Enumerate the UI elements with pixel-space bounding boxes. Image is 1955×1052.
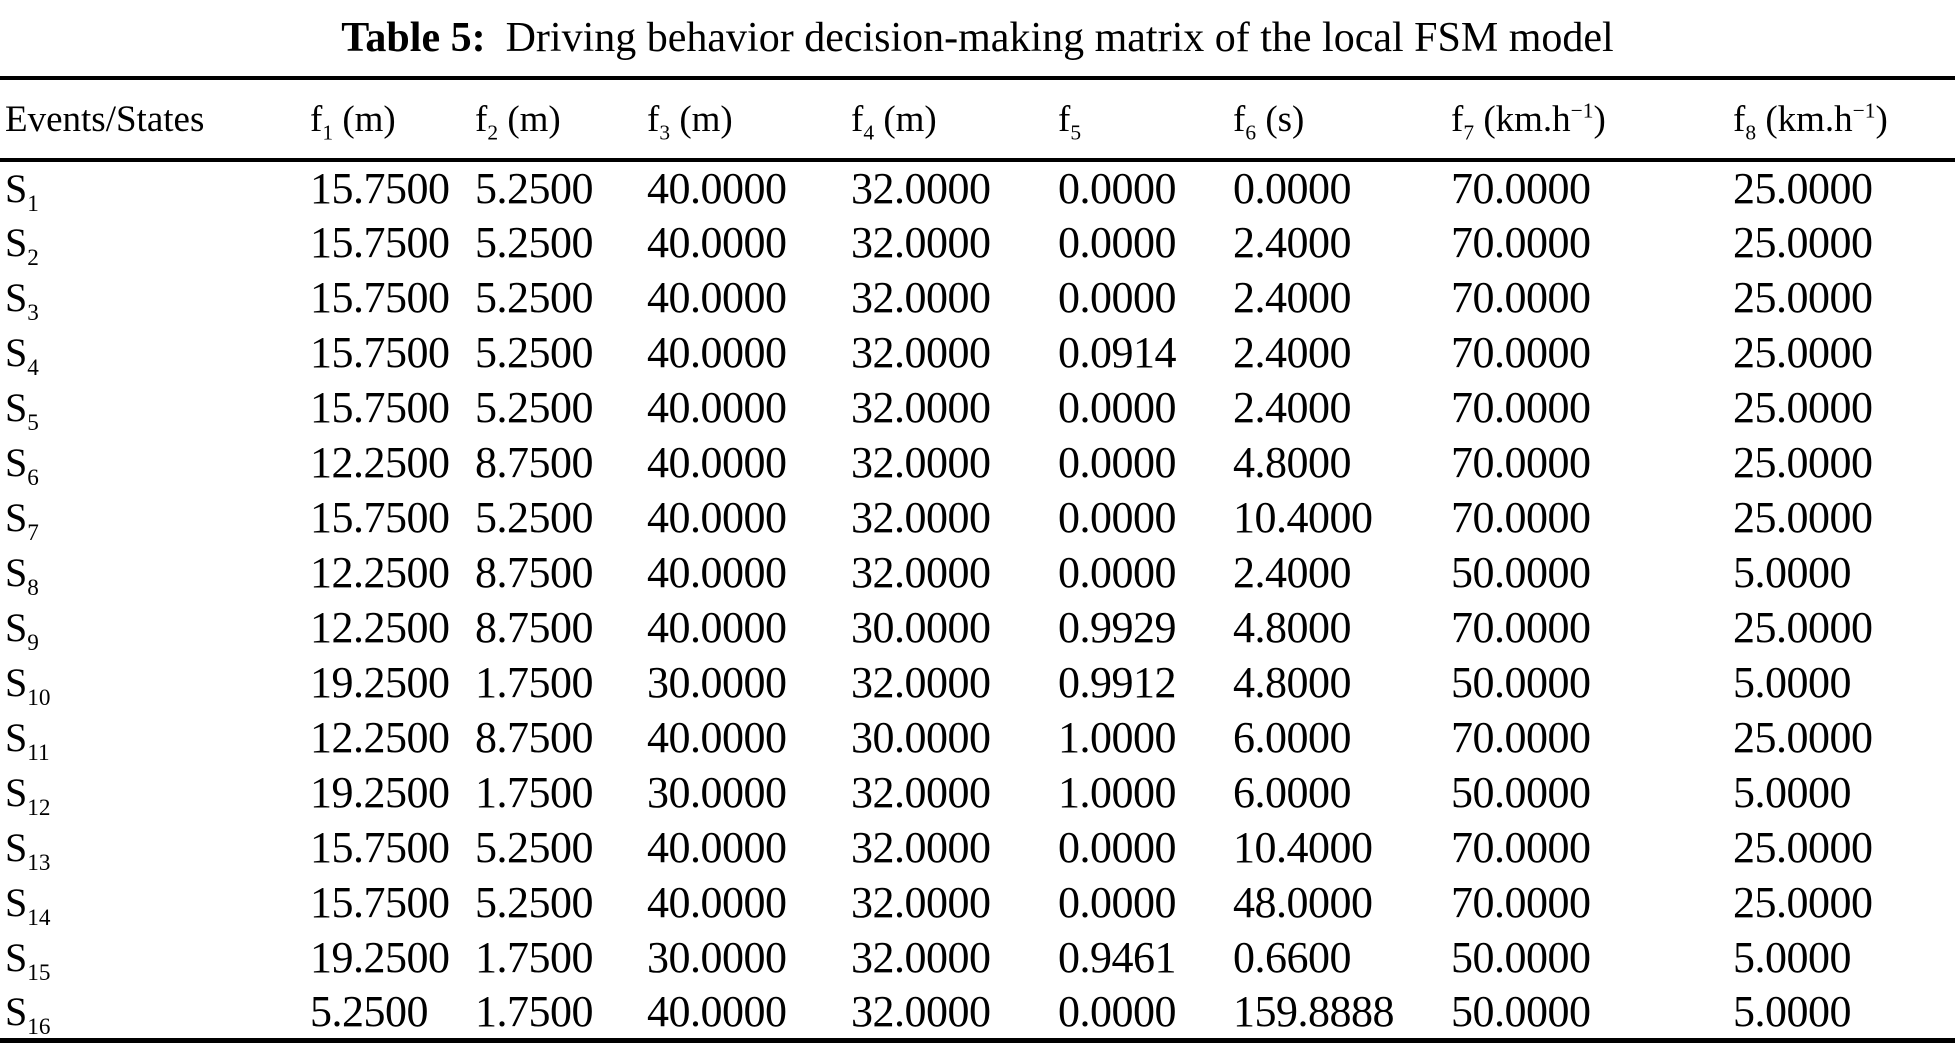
cell-S5-f4: 32.0000 bbox=[851, 383, 991, 432]
cell-S6-f4: 32.0000 bbox=[851, 438, 991, 487]
cell-S9-f1: 12.2500 bbox=[310, 603, 450, 652]
label-text: (m) bbox=[498, 98, 561, 140]
table-row-S14 bbox=[0, 875, 1955, 930]
cell-S6-f1: 12.2500 bbox=[310, 438, 450, 487]
cell-S15-f8: 5.0000 bbox=[1733, 933, 1851, 982]
label-text: (km.h bbox=[1756, 98, 1853, 140]
label-text: (km.h bbox=[1474, 98, 1571, 140]
table-row-S6 bbox=[0, 435, 1955, 490]
cell-S16-f3: 40.0000 bbox=[647, 986, 787, 1036]
cell-S14-f2: 5.2500 bbox=[475, 878, 593, 927]
cell-S5-f6: 2.4000 bbox=[1233, 383, 1351, 432]
table-row-S9 bbox=[0, 600, 1955, 655]
label-text: ) bbox=[1593, 98, 1606, 140]
label-text: S bbox=[5, 440, 28, 485]
cell-S11-f6: 6.0000 bbox=[1233, 713, 1351, 762]
subscript: 2 bbox=[487, 119, 499, 144]
cell-S16-f8: 5.0000 bbox=[1733, 986, 1851, 1036]
cell-S1-f7: 70.0000 bbox=[1451, 164, 1591, 213]
cell-S12-f2: 1.7500 bbox=[475, 768, 593, 817]
cell-S8-f5: 0.0000 bbox=[1058, 548, 1176, 597]
cell-S12-f7: 50.0000 bbox=[1451, 768, 1591, 817]
row-label-S7 bbox=[0, 490, 310, 545]
cell-S10-f5: 0.9912 bbox=[1058, 658, 1176, 707]
cell-S8-f1: 12.2500 bbox=[310, 548, 450, 597]
cell-S13-f4: 32.0000 bbox=[851, 823, 991, 872]
label-text: f bbox=[1058, 98, 1071, 140]
subscript: 3 bbox=[27, 300, 39, 326]
cell-S16-f6: 159.8888 bbox=[1233, 986, 1394, 1036]
decision-matrix-table bbox=[0, 76, 1955, 1043]
cell-S2-f1: 15.7500 bbox=[310, 218, 450, 267]
row-label-S1 bbox=[0, 160, 310, 215]
cell-S15-f3: 30.0000 bbox=[647, 933, 787, 982]
label-text: Events/States bbox=[5, 98, 205, 140]
cell-S3-f2: 5.2500 bbox=[475, 273, 593, 322]
cell-S15-f1: 19.2500 bbox=[310, 933, 450, 982]
table-number: Table 5: bbox=[341, 15, 486, 61]
cell-S9-f4: 30.0000 bbox=[851, 603, 991, 652]
subscript: 13 bbox=[27, 850, 51, 876]
cell-S7-f4: 32.0000 bbox=[851, 493, 991, 542]
row-label-S14 bbox=[0, 875, 310, 930]
cell-S6-f5: 0.0000 bbox=[1058, 438, 1176, 487]
cell-S5-f7: 70.0000 bbox=[1451, 383, 1591, 432]
cell-S12-f5: 1.0000 bbox=[1058, 768, 1176, 817]
label-text: (m) bbox=[874, 98, 937, 140]
cell-S6-f2: 8.7500 bbox=[475, 438, 593, 487]
cell-S11-f3: 40.0000 bbox=[647, 713, 787, 762]
subscript: 8 bbox=[27, 575, 39, 601]
label-text: S bbox=[5, 880, 28, 925]
cell-S3-f6: 2.4000 bbox=[1233, 273, 1351, 322]
label-text: f bbox=[1233, 98, 1246, 140]
cell-S11-f7: 70.0000 bbox=[1451, 713, 1591, 762]
label-text: S bbox=[5, 770, 28, 815]
cell-S6-f3: 40.0000 bbox=[647, 438, 787, 487]
cell-S2-f3: 40.0000 bbox=[647, 218, 787, 267]
row-label-S11 bbox=[0, 710, 310, 765]
label-text: ) bbox=[1875, 98, 1888, 140]
label-text: (m) bbox=[670, 98, 733, 140]
row-label-S12 bbox=[0, 765, 310, 820]
cell-S2-f5: 0.0000 bbox=[1058, 218, 1176, 267]
label-text: S bbox=[5, 275, 28, 320]
row-label-S10 bbox=[0, 655, 310, 710]
row-label-S9 bbox=[0, 600, 310, 655]
table-caption bbox=[0, 0, 1955, 76]
subscript: 7 bbox=[1463, 119, 1475, 144]
column-header-f8 bbox=[1733, 78, 1955, 160]
table-row-S15 bbox=[0, 930, 1955, 985]
cell-S6-f8: 25.0000 bbox=[1733, 438, 1873, 487]
cell-S10-f8: 5.0000 bbox=[1733, 658, 1851, 707]
cell-S6-f7: 70.0000 bbox=[1451, 438, 1591, 487]
cell-S8-f4: 32.0000 bbox=[851, 548, 991, 597]
table-row-S13 bbox=[0, 820, 1955, 875]
cell-S12-f4: 32.0000 bbox=[851, 768, 991, 817]
label-text: f bbox=[1451, 98, 1464, 140]
cell-S1-f5: 0.0000 bbox=[1058, 164, 1176, 213]
label-text: S bbox=[5, 660, 28, 705]
cell-S7-f6: 10.4000 bbox=[1233, 493, 1373, 542]
row-label-S15 bbox=[0, 930, 310, 985]
column-header-f5 bbox=[1058, 78, 1233, 160]
cell-S2-f6: 2.4000 bbox=[1233, 218, 1351, 267]
subscript: 1 bbox=[322, 119, 334, 144]
subscript: 15 bbox=[27, 960, 51, 986]
cell-S9-f7: 70.0000 bbox=[1451, 603, 1591, 652]
cell-S13-f7: 70.0000 bbox=[1451, 823, 1591, 872]
cell-S8-f6: 2.4000 bbox=[1233, 548, 1351, 597]
cell-S1-f1: 15.7500 bbox=[310, 164, 450, 213]
cell-S5-f2: 5.2500 bbox=[475, 383, 593, 432]
cell-S8-f7: 50.0000 bbox=[1451, 548, 1591, 597]
row-label-S16 bbox=[0, 985, 310, 1040]
cell-S14-f8: 25.0000 bbox=[1733, 878, 1873, 927]
cell-S10-f7: 50.0000 bbox=[1451, 658, 1591, 707]
label-text: S bbox=[5, 825, 28, 870]
cell-S15-f5: 0.9461 bbox=[1058, 933, 1176, 982]
cell-S7-f1: 15.7500 bbox=[310, 493, 450, 542]
row-label-S6 bbox=[0, 435, 310, 490]
cell-S15-f2: 1.7500 bbox=[475, 933, 593, 982]
cell-S11-f4: 30.0000 bbox=[851, 713, 991, 762]
cell-S3-f3: 40.0000 bbox=[647, 273, 787, 322]
cell-S16-f7: 50.0000 bbox=[1451, 986, 1591, 1036]
label-text: f bbox=[1733, 98, 1746, 140]
subscript: 2 bbox=[27, 245, 39, 271]
table-caption-text: Driving behavior decision-making matrix of the local FSM model bbox=[505, 15, 1614, 61]
cell-S3-f7: 70.0000 bbox=[1451, 273, 1591, 322]
cell-S12-f3: 30.0000 bbox=[647, 768, 787, 817]
header-row bbox=[0, 78, 1955, 160]
cell-S8-f8: 5.0000 bbox=[1733, 548, 1851, 597]
cell-S4-f5: 0.0914 bbox=[1058, 328, 1176, 377]
column-header-events-states bbox=[0, 78, 310, 160]
subscript: 16 bbox=[27, 1013, 51, 1040]
cell-S7-f8: 25.0000 bbox=[1733, 493, 1873, 542]
subscript: 4 bbox=[27, 355, 39, 381]
cell-S12-f6: 6.0000 bbox=[1233, 768, 1351, 817]
label-text: S bbox=[5, 550, 28, 595]
cell-S8-f2: 8.7500 bbox=[475, 548, 593, 597]
cell-S5-f1: 15.7500 bbox=[310, 383, 450, 432]
cell-S16-f1: 5.2500 bbox=[310, 986, 428, 1036]
cell-S6-f6: 4.8000 bbox=[1233, 438, 1351, 487]
label-text: S bbox=[5, 166, 28, 211]
label-text: S bbox=[5, 495, 28, 540]
cell-S13-f5: 0.0000 bbox=[1058, 823, 1176, 872]
cell-S12-f8: 5.0000 bbox=[1733, 768, 1851, 817]
table-row-S10 bbox=[0, 655, 1955, 710]
label-text: (s) bbox=[1256, 98, 1305, 140]
superscript: −1 bbox=[1570, 98, 1594, 123]
subscript: 6 bbox=[1245, 119, 1257, 144]
cell-S11-f8: 25.0000 bbox=[1733, 713, 1873, 762]
column-header-f2 bbox=[475, 78, 647, 160]
cell-S9-f3: 40.0000 bbox=[647, 603, 787, 652]
cell-S9-f8: 25.0000 bbox=[1733, 603, 1873, 652]
cell-S4-f4: 32.0000 bbox=[851, 328, 991, 377]
cell-S1-f2: 5.2500 bbox=[475, 164, 593, 213]
cell-S15-f4: 32.0000 bbox=[851, 933, 991, 982]
subscript: 9 bbox=[27, 630, 39, 656]
cell-S2-f7: 70.0000 bbox=[1451, 218, 1591, 267]
cell-S16-f2: 1.7500 bbox=[475, 986, 593, 1036]
column-header-f6 bbox=[1233, 78, 1451, 160]
row-label-S8 bbox=[0, 545, 310, 600]
cell-S15-f6: 0.6600 bbox=[1233, 933, 1351, 982]
cell-S10-f4: 32.0000 bbox=[851, 658, 991, 707]
cell-S4-f8: 25.0000 bbox=[1733, 328, 1873, 377]
table-row-S7 bbox=[0, 490, 1955, 545]
cell-S1-f6: 0.0000 bbox=[1233, 164, 1351, 213]
cell-S14-f1: 15.7500 bbox=[310, 878, 450, 927]
cell-S4-f7: 70.0000 bbox=[1451, 328, 1591, 377]
cell-S13-f6: 10.4000 bbox=[1233, 823, 1373, 872]
table-row-S4 bbox=[0, 325, 1955, 380]
label-text: S bbox=[5, 988, 28, 1034]
cell-S4-f3: 40.0000 bbox=[647, 328, 787, 377]
cell-S9-f2: 8.7500 bbox=[475, 603, 593, 652]
cell-S14-f7: 70.0000 bbox=[1451, 878, 1591, 927]
cell-S7-f5: 0.0000 bbox=[1058, 493, 1176, 542]
table-row-S8 bbox=[0, 545, 1955, 600]
cell-S7-f2: 5.2500 bbox=[475, 493, 593, 542]
label-text: f bbox=[310, 98, 323, 140]
cell-S14-f6: 48.0000 bbox=[1233, 878, 1373, 927]
cell-S5-f3: 40.0000 bbox=[647, 383, 787, 432]
cell-S4-f1: 15.7500 bbox=[310, 328, 450, 377]
column-header-f3 bbox=[647, 78, 851, 160]
cell-S2-f8: 25.0000 bbox=[1733, 218, 1873, 267]
table-row-S1 bbox=[0, 160, 1955, 215]
column-header-f4 bbox=[851, 78, 1058, 160]
cell-S7-f7: 70.0000 bbox=[1451, 493, 1591, 542]
subscript: 12 bbox=[27, 795, 51, 821]
cell-S14-f5: 0.0000 bbox=[1058, 878, 1176, 927]
superscript: −1 bbox=[1852, 98, 1876, 123]
label-text: S bbox=[5, 935, 28, 980]
cell-S1-f4: 32.0000 bbox=[851, 164, 991, 213]
cell-S13-f1: 15.7500 bbox=[310, 823, 450, 872]
cell-S3-f8: 25.0000 bbox=[1733, 273, 1873, 322]
cell-S14-f4: 32.0000 bbox=[851, 878, 991, 927]
table-row-S11 bbox=[0, 710, 1955, 765]
cell-S3-f1: 15.7500 bbox=[310, 273, 450, 322]
label-text: S bbox=[5, 715, 28, 760]
label-text: f bbox=[475, 98, 488, 140]
cell-S13-f3: 40.0000 bbox=[647, 823, 787, 872]
subscript: 5 bbox=[1070, 119, 1082, 144]
cell-S1-f8: 25.0000 bbox=[1733, 164, 1873, 213]
cell-S3-f5: 0.0000 bbox=[1058, 273, 1176, 322]
cell-S4-f2: 5.2500 bbox=[475, 328, 593, 377]
table-row-S16 bbox=[0, 985, 1955, 1040]
cell-S10-f3: 30.0000 bbox=[647, 658, 787, 707]
subscript: 4 bbox=[863, 119, 875, 144]
row-label-S3 bbox=[0, 270, 310, 325]
label-text: (m) bbox=[333, 98, 396, 140]
subscript: 5 bbox=[27, 410, 39, 436]
cell-S4-f6: 2.4000 bbox=[1233, 328, 1351, 377]
label-text: S bbox=[5, 605, 28, 650]
cell-S15-f7: 50.0000 bbox=[1451, 933, 1591, 982]
cell-S7-f3: 40.0000 bbox=[647, 493, 787, 542]
cell-S14-f3: 40.0000 bbox=[647, 878, 787, 927]
table-row-S3 bbox=[0, 270, 1955, 325]
subscript: 1 bbox=[27, 191, 39, 217]
cell-S11-f2: 8.7500 bbox=[475, 713, 593, 762]
label-text: f bbox=[851, 98, 864, 140]
label-text: S bbox=[5, 385, 28, 430]
cell-S13-f8: 25.0000 bbox=[1733, 823, 1873, 872]
cell-S3-f4: 32.0000 bbox=[851, 273, 991, 322]
cell-S2-f4: 32.0000 bbox=[851, 218, 991, 267]
table-row-S2 bbox=[0, 215, 1955, 270]
table-row-S5 bbox=[0, 380, 1955, 435]
cell-S1-f3: 40.0000 bbox=[647, 164, 787, 213]
subscript: 14 bbox=[27, 905, 51, 931]
row-label-S4 bbox=[0, 325, 310, 380]
row-label-S2 bbox=[0, 215, 310, 270]
subscript: 11 bbox=[27, 740, 50, 766]
column-header-f1 bbox=[310, 78, 475, 160]
cell-S10-f6: 4.8000 bbox=[1233, 658, 1351, 707]
cell-S2-f2: 5.2500 bbox=[475, 218, 593, 267]
cell-S5-f8: 25.0000 bbox=[1733, 383, 1873, 432]
cell-S8-f3: 40.0000 bbox=[647, 548, 787, 597]
cell-S10-f2: 1.7500 bbox=[475, 658, 593, 707]
subscript: 6 bbox=[27, 465, 39, 491]
column-header-f7 bbox=[1451, 78, 1733, 160]
row-label-S5 bbox=[0, 380, 310, 435]
subscript: 10 bbox=[27, 685, 51, 711]
subscript: 8 bbox=[1745, 119, 1757, 144]
cell-S16-f4: 32.0000 bbox=[851, 986, 991, 1036]
table-row-S12 bbox=[0, 765, 1955, 820]
label-text: S bbox=[5, 220, 28, 265]
cell-S9-f6: 4.8000 bbox=[1233, 603, 1351, 652]
cell-S10-f1: 19.2500 bbox=[310, 658, 450, 707]
cell-S16-f5: 0.0000 bbox=[1058, 986, 1176, 1036]
row-label-S13 bbox=[0, 820, 310, 875]
cell-S13-f2: 5.2500 bbox=[475, 823, 593, 872]
cell-S11-f1: 12.2500 bbox=[310, 713, 450, 762]
subscript: 3 bbox=[659, 119, 671, 144]
label-text: f bbox=[647, 98, 660, 140]
cell-S5-f5: 0.0000 bbox=[1058, 383, 1176, 432]
subscript: 7 bbox=[27, 520, 39, 546]
label-text: S bbox=[5, 330, 28, 375]
cell-S11-f5: 1.0000 bbox=[1058, 713, 1176, 762]
cell-S9-f5: 0.9929 bbox=[1058, 603, 1176, 652]
cell-S12-f1: 19.2500 bbox=[310, 768, 450, 817]
